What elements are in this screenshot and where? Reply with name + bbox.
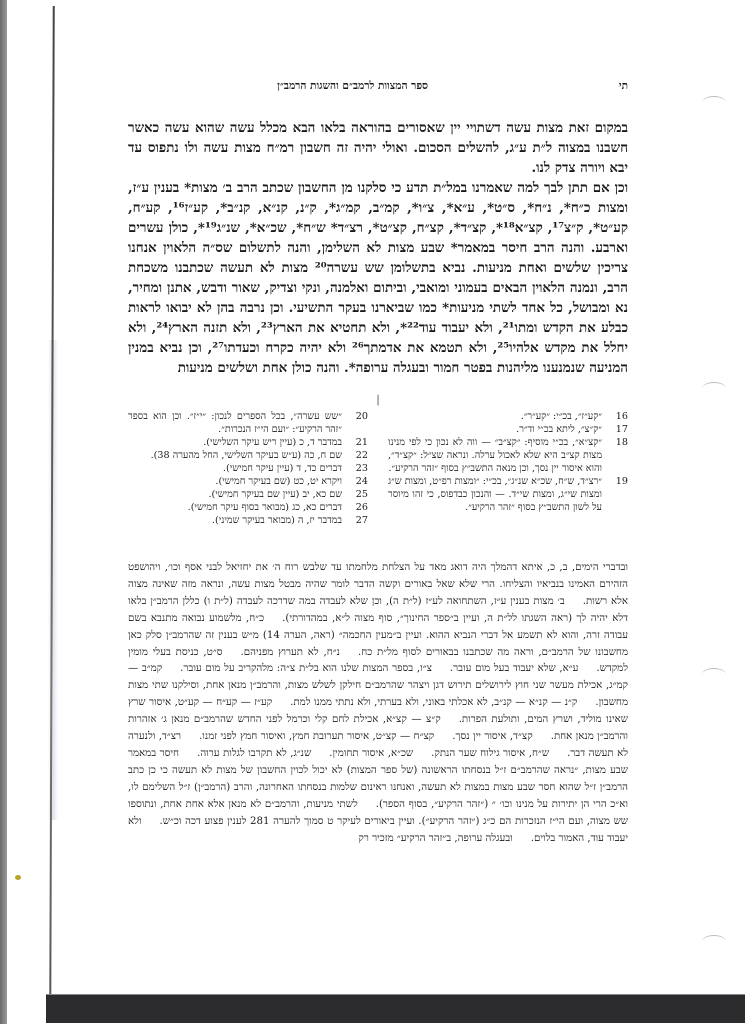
footnote — [388, 410, 628, 423]
footnote-text: דברים כא, כג (מבואר בסוף עיקר חמישי). — [187, 502, 342, 513]
footnote — [388, 436, 628, 475]
footnote — [128, 449, 368, 462]
commentary-entry: ב׳ מצות בענין ע״ז, השתחואה לע״ז (ל״ת ה), וכן שלא לעבדה במה שדרכה לעבדה (ל״ת ו) כללן הרמב״ן בלאו דלא יהיה לך (ראה השגתו לל״ת ה, ועיין ב״ספר החינוך״, סוף מצוה ל״א, במהדורתי). — [128, 595, 628, 624]
footnote — [128, 462, 368, 475]
footnote-number: 18 — [615, 437, 628, 448]
commentary-entry: ע״א, שלא יעבוד בעל מום עובר. — [449, 663, 579, 675]
footnote-text: במדבר ד, כ (עיין ריש עיקר השלישי). — [203, 437, 342, 448]
footnote — [128, 501, 368, 514]
footnote-number: 20 — [355, 411, 368, 422]
footnote — [128, 436, 368, 449]
footnote-number: 23 — [355, 463, 368, 474]
footnote-number: 27 — [355, 515, 368, 526]
footnote-number: 25 — [355, 489, 368, 500]
page-number: תי — [618, 80, 628, 92]
footnote-text: דברים כד, ד (עיין עיקר חמישי). — [222, 463, 342, 474]
footnote-number: 24 — [355, 476, 368, 487]
book-title: ספר המצוות לרמב״ם והשגות הרמב״ן — [277, 80, 428, 92]
commentary-entry: ס״ט, כניסת בעלי מומין למקדש. — [128, 646, 628, 675]
commentary-entry: רצ״ד, ולנערה לא תעשה דבר. — [128, 731, 628, 759]
commentary-entry: חיסר במאמר שבע מצות, ״נראה שהרמב״ם ז״ל בנסחתו הראשונה (של ספר המצות) לא יכול לכוין החשבון של מצות לא תעשה כי כן כתב הרמב״ן ז״ל שהוא חסר שבע מצות במצות לא תעשה, ואנחנו ראינום שלמות בנסחתו האחרונה, והרב (הרמב״ן) ז״ל השלימם לו, וא״כ הרי הן יתירות על מנינו וכו׳ ״ (״זהר הרקיע״, בסוף הספר). — [128, 747, 628, 810]
footnote — [388, 475, 628, 514]
commentary-entry: ובעגלה ערופה, ב״זהר הרקיע״ מזכיר רק — [358, 832, 513, 844]
commentary-entry: קצ״ד, איסור יין נסך. — [452, 731, 533, 743]
scan-speck — [15, 875, 21, 880]
footnotes — [128, 397, 628, 526]
footnote — [388, 423, 628, 436]
commentary-entry: ולא יעבוד עוד, האמור בלוים. — [128, 815, 628, 844]
commentary-body — [128, 560, 628, 847]
footnotes-right-column — [388, 410, 628, 514]
footnote — [128, 488, 368, 501]
main-paragraph: במקום זאת מצות עשה דשתויי יין שאסורים בהוראה בלאו הבא מכלל עשה שהוא עשה כאשר חשבנו במצוה ל״ת ע״ג, להשלים הסכום. ואולי יהיה זה חשבון רמ״ח מצות עשה ולו נתפוס עד יבא ויורה צדק לנו. — [128, 120, 628, 176]
commentary-entry: נ״ח, לא תערוץ מפניהם. — [240, 646, 340, 658]
footnote-number: 26 — [355, 502, 368, 513]
scan-left-edge — [0, 0, 7, 1024]
commentary-entry: שכ״א, איסור תחומין. — [329, 747, 414, 759]
commentary-entry: קמ״ב — קמ״ג, אכילת מעשר שני חוץ לירושלים תירוש דגן ויצהר שהרמב״ם חילקן לשלש מצות, והרמב״ן מנאן אחת, וסילקנו שתי מצות מחשבון. — [128, 663, 628, 709]
commentary-entry: לשתי מניעות, והרמב״ם לא מנאן אלא אחת אחת, ונתוספו שש מצוה, ועם הי״ז הנזכרות הם כ״ג (״זהר הרקיע״). ועיין ביאורים לעיקר ט סמוך להערה 281 לענין פצוע דכה וכ״ש. — [128, 798, 628, 827]
footnote-number: 17 — [615, 424, 628, 435]
footnote-text: במדבר יז, ה (מבואר בעיקר שמיני). — [211, 515, 342, 526]
scanner-bottom-edge — [46, 994, 745, 1023]
main-text — [128, 118, 628, 378]
punch-hole-mark — [702, 382, 726, 395]
punch-hole-mark — [702, 935, 726, 948]
footnote — [128, 475, 368, 488]
commentary-entry: ש״ח, איסור גילוח שער הנתק. — [431, 747, 550, 759]
footnotes-left-column — [128, 410, 368, 527]
commentary-entry: שנ״ג, לא תקרבו לגלות ערוה. — [197, 747, 312, 759]
footnote-separator: ׀ — [375, 397, 381, 407]
commentary-entry: ק״צ — קצ״א, אכילת לחם קלי וכרמל לפני החדש שהרמב״ם מנאן ג׳ אזהרות והרמב״ן מנאן אחת. — [128, 714, 629, 743]
commentary-entry: ק״נ — קנ״א — קנ״ב, לא אכלתי באוני, ולא בערתי, ולא נתתי ממנו למת. — [290, 697, 578, 709]
commentary — [128, 560, 628, 847]
footnote — [128, 514, 368, 527]
main-paragraph: וכן אם תתן לבך למה שאמרנו במל״ת תדע כי סלקנו מן החשבון שכתב הרב ב׳ מצות* בענין ע״ז, ומצות כ״ח*, נ״ח*, ס״ט*, ע״א*, צ״ו*, קמ״ב, קמ״ג*, ק״נ, קנ״א, קנ״ב*, קע״ז¹⁶, קע״ח, קע״ט*, ק״צ¹⁷, קצ״א¹⁸*, קצ״ד*, קצ״ח, קצ״ט*, רצ״ד* ש״ח*, שכ״א*, שנ״ג¹⁹*, כולן עשרים וארבע. והנה הרב חיסר במאמר* שבע מצות לא השלימן, והנה לתשלום שס״ה הלאוין אנחנו צריכין שלשים ואחת מניעות. נביא בתשלומן שש עשרה²⁰ מצות לא תעשה שכתבנו משכחת הרב, ונמנה הלאוין הבאים בעמוני ומואבי, וביתום ואלמנה, ונקי וצדיק, שאור ודבש, אתנן ומחיר, נא ומבושל, כל אחד לשתי מניעות* כמו שביארנו בעקר התשיעי. וכן נרבה בהן לא יבואו לראות כבלע את הקדש ומתו²¹, ולא יעבוד עוד²²*, ולא תחטיא את הארץ²³, ולא תזנה הארץ²⁴, ולא יחלל את מקדש אלהיו²⁵, ולא תטמא את אדמתך²⁶ ולא יהיה כקרח וכעדתו²⁷, וכן נביא במנין המניעה שנמנענו מליהנות בפטר חמור ובעגלה ערופה*. והנה כולן אחת ושלשים מניעות — [128, 180, 629, 376]
commentary-entry: כ״ח, מלשמוע נבואה מתנבא בשם עבודה זרה, והוא לא תשמע אל דברי הנביא ההוא. ועיין ב״מעין החכמה״ (ראה, הערה 14) מ״ש בענין זה שהרמב״ן סלק כאן מחשבונו של הרמב״ם, וראה מה שכתבנו בבאורים לסוף מל״ת כח. — [128, 612, 628, 658]
commentary-entry: קצ״ח — קצ״ט, איסור תערובת חמץ, ואיסור חמץ לפני זמנו. — [199, 731, 435, 743]
footnote-text: שם ח, כה (ע״ש בעיקר השלישי, החל מהערה 38). — [150, 450, 342, 461]
footnote-text: ״קע״ז״, בכ״י: ״קע״ר״. — [520, 411, 602, 422]
footnote-number: 19 — [615, 476, 628, 487]
footnote-text: ״ק״צ״, ליתא בכ״י וד״ר. — [516, 424, 602, 435]
footnote-number: 21 — [355, 437, 368, 448]
footnote-number: 16 — [615, 411, 628, 422]
footnote-text: שם כא, יב (עיין שם בעיקר חמישי). — [208, 489, 342, 500]
footnote — [128, 410, 368, 436]
commentary-entry: ובדברי הימים, ב, כ, איתא דהמלך היה דואג מאד על הצלחת מלחמתו עד שלבש רוח ה׳ את יחזיאל לבני אסף וכו׳, ויהושפט הזהירם האמינו בנביאיו והצליחו. הרי שלא שאל באורים וקשה הדבר לומר שהיה מבטל מצות עשה, ונראה מזה שאינה מצוה אלא רשות. — [128, 562, 628, 607]
footnote-text: ״שש עשרה״, בכל הספרים לנכון: ״י״ז״. וכן הוא בספר ״זהר הרקיע״: ״ועם הי״ז הנכרות״. — [128, 411, 342, 435]
footnote-text: ״קצ״א״, בכ״י מוסיף: ״קצ״ב״ — ווה לא נכון כי לפי מנינו מצות קצ״ב היא שלא לאכול ערלה. ונראה שצ״ל: ״קצ״ד״, והוא איסור יין נסך, וכן מנאה התשב״ץ בסוף ״זהר הרקיע״. — [388, 437, 602, 474]
punch-hole-mark — [702, 668, 726, 681]
commentary-entry: צ״ו, בספר המצות שלנו הוא בל״ת צ״ה: מלהקריב על מום עובר. — [180, 663, 432, 675]
footnote-text: ויקרא יט, כט (שם בעיקר חמישי). — [215, 476, 342, 487]
footnote-number: 22 — [355, 450, 368, 461]
running-head — [128, 80, 628, 96]
punch-hole-mark — [702, 96, 726, 109]
commentary-entry: קע״ז — קע״ח — קע״ט, איסור שרץ שאינו מוליד, ושרץ המים, ותולעת הפרות. — [128, 697, 629, 726]
footnote-text: ״רצ״ד, ש״ח, שכ״א שנ״ג״, בכ״י: ״ומצות רפ״ט, ומצות ש״ג ומצות שי״ג, ומצות שי״ד. — והנכון כבדפוס, כי זהו מיוסר על לשון התשב״ץ בסוף ״זהר הרקיע״. — [388, 476, 602, 513]
